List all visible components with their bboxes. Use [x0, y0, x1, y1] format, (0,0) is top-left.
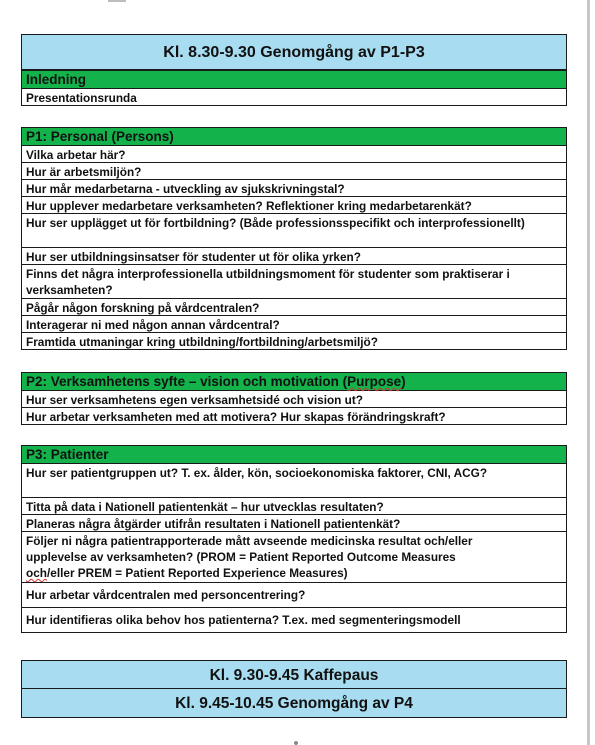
- p2-table: [21, 372, 567, 425]
- prom-och: och: [26, 566, 47, 580]
- list-item: Hur arbetar vårdcentralen med personcentrering?: [21, 583, 567, 608]
- p4-title: Kl. 9.45-10.45 Genomgång av P4: [21, 689, 567, 718]
- prom-line-3-rest: /eller PREM = Patient Reported Experience Measures): [46, 566, 348, 580]
- list-item: Hur ser utbildningsinsatser för studenter ut för olika yrken?: [21, 248, 567, 265]
- prom-line-2: upplevelse av verksamheten? (PROM = Patient Reported Outcome Measures: [26, 550, 456, 564]
- list-item: Hur ser verksamhetens egen verksamhetsidé och vision ut?: [21, 391, 567, 408]
- list-item: Hur arbetar verksamheten med att motivera? Hur skapas förändringskraft?: [21, 408, 567, 425]
- p2-heading-purpose: Purpose: [347, 374, 402, 389]
- break-title: Kl. 9.30-9.45 Kaffepaus: [21, 660, 567, 689]
- section-heading-p1: P1: Personal (Persons): [21, 127, 567, 146]
- list-item: Hur ser upplägget ut för fortbildning? (Både professionsspecifikt och interprofessionellt): [21, 214, 567, 248]
- list-item: Titta på data i Nationell patientenkät – hur utvecklas resultaten?: [21, 498, 567, 515]
- section-heading-p2: [21, 372, 567, 391]
- list-item: Finns det några interprofessionella utbildningsmoment för studenter som praktiserar i verksamheten?: [21, 265, 567, 299]
- list-item: Pågår någon forskning på vårdcentralen?: [21, 299, 567, 316]
- list-item: Framtida utmaningar kring utbildning/fortbildning/arbetsmiljö?: [21, 333, 567, 350]
- section-heading-p3: P3: Patienter: [21, 445, 567, 464]
- page-top-mark: [108, 0, 126, 2]
- p2-heading-end: ): [401, 374, 406, 389]
- prom-line-1: Följer ni några patientrapporterade mått avseende medicinska resultat och/eller: [26, 534, 473, 548]
- list-item: Hur ser patientgruppen ut? T. ex. ålder, kön, socioekonomiska faktorer, CNI, ACG?: [21, 464, 567, 498]
- agenda-header-table: [21, 34, 567, 106]
- prom-line-3: [26, 565, 562, 581]
- list-item: Presentationsrunda: [21, 89, 567, 106]
- list-item: Interagerar ni med någon annan vårdcentral?: [21, 316, 567, 333]
- list-item: Hur identifieras olika behov hos patienterna? T.ex. med segmenteringsmodell: [21, 608, 567, 633]
- section-heading-inledning: Inledning: [21, 70, 567, 89]
- p2-heading-text: P2: Verksamhetens syfte – vision och motivation (: [26, 374, 348, 389]
- list-item: Hur upplever medarbetare verksamheten? Reflektioner kring medarbetarenkät?: [21, 197, 567, 214]
- list-item: Planeras några åtgärder utifrån resultaten i Nationell patientenkät?: [21, 515, 567, 532]
- page-bottom-mark: [294, 741, 298, 745]
- list-item: Hur mår medarbetarna - utveckling av sjukskrivningstal?: [21, 180, 567, 197]
- agenda-title: Kl. 8.30-9.30 Genomgång av P1-P3: [21, 34, 567, 70]
- list-item-prom: [21, 532, 567, 583]
- list-item: Hur är arbetsmiljön?: [21, 163, 567, 180]
- p1-table: [21, 127, 567, 350]
- list-item: Vilka arbetar här?: [21, 146, 567, 163]
- p3-table: [21, 445, 567, 633]
- footer-table: [21, 660, 567, 718]
